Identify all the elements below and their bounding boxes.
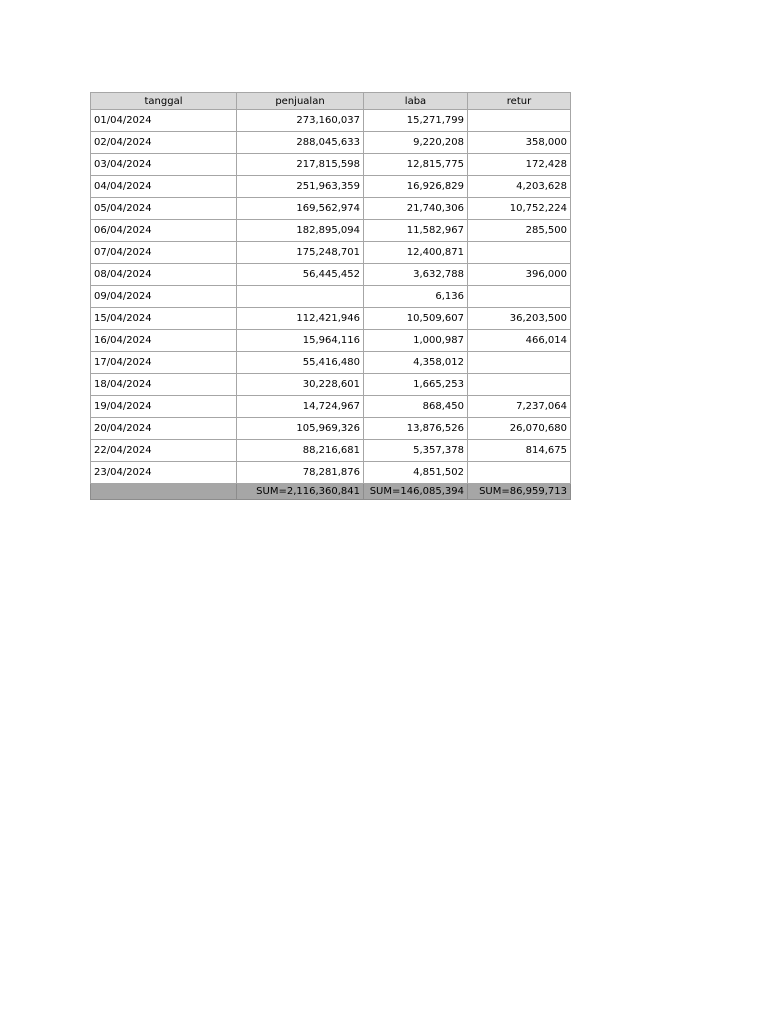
- cell-tanggal[interactable]: 16/04/2024: [91, 330, 237, 352]
- cell-laba[interactable]: 4,358,012: [364, 352, 468, 374]
- cell-laba[interactable]: 21,740,306: [364, 198, 468, 220]
- cell-retur[interactable]: [468, 242, 571, 264]
- cell-laba[interactable]: 9,220,208: [364, 132, 468, 154]
- summary-row: [91, 484, 571, 500]
- cell-retur[interactable]: [468, 286, 571, 308]
- table-row: [91, 220, 571, 242]
- cell-retur[interactable]: 358,000: [468, 132, 571, 154]
- summary-cell-tanggal[interactable]: [91, 484, 237, 500]
- cell-penjualan[interactable]: 112,421,946: [237, 308, 364, 330]
- cell-laba[interactable]: 12,400,871: [364, 242, 468, 264]
- cell-tanggal[interactable]: 22/04/2024: [91, 440, 237, 462]
- cell-penjualan[interactable]: 56,445,452: [237, 264, 364, 286]
- table-header: [91, 93, 571, 110]
- cell-tanggal[interactable]: 07/04/2024: [91, 242, 237, 264]
- table-row: [91, 374, 571, 396]
- cell-laba[interactable]: 13,876,526: [364, 418, 468, 440]
- header-row: [91, 93, 571, 110]
- cell-retur[interactable]: [468, 352, 571, 374]
- cell-penjualan[interactable]: [237, 286, 364, 308]
- cell-retur[interactable]: 7,237,064: [468, 396, 571, 418]
- cell-penjualan[interactable]: 14,724,967: [237, 396, 364, 418]
- summary-cell-penjualan[interactable]: SUM=2,116,360,841: [237, 484, 364, 500]
- table-row: [91, 176, 571, 198]
- table-row: [91, 308, 571, 330]
- table-row: [91, 352, 571, 374]
- cell-tanggal[interactable]: 18/04/2024: [91, 374, 237, 396]
- cell-penjualan[interactable]: 273,160,037: [237, 110, 364, 132]
- cell-retur[interactable]: 10,752,224: [468, 198, 571, 220]
- header-retur[interactable]: retur: [468, 93, 571, 110]
- cell-retur[interactable]: [468, 462, 571, 484]
- cell-laba[interactable]: 16,926,829: [364, 176, 468, 198]
- cell-laba[interactable]: 3,632,788: [364, 264, 468, 286]
- cell-penjualan[interactable]: 217,815,598: [237, 154, 364, 176]
- cell-penjualan[interactable]: 78,281,876: [237, 462, 364, 484]
- cell-retur[interactable]: 26,070,680: [468, 418, 571, 440]
- cell-tanggal[interactable]: 06/04/2024: [91, 220, 237, 242]
- table-row: [91, 396, 571, 418]
- cell-tanggal[interactable]: 17/04/2024: [91, 352, 237, 374]
- table-footer: [91, 484, 571, 500]
- cell-retur[interactable]: [468, 110, 571, 132]
- cell-retur[interactable]: 466,014: [468, 330, 571, 352]
- cell-laba[interactable]: 12,815,775: [364, 154, 468, 176]
- cell-penjualan[interactable]: 169,562,974: [237, 198, 364, 220]
- cell-laba[interactable]: 868,450: [364, 396, 468, 418]
- cell-retur[interactable]: 172,428: [468, 154, 571, 176]
- table-row: [91, 462, 571, 484]
- cell-laba[interactable]: 1,665,253: [364, 374, 468, 396]
- cell-laba[interactable]: 4,851,502: [364, 462, 468, 484]
- cell-penjualan[interactable]: 105,969,326: [237, 418, 364, 440]
- table-row: [91, 440, 571, 462]
- table-row: [91, 286, 571, 308]
- header-tanggal[interactable]: tanggal: [91, 93, 237, 110]
- cell-laba[interactable]: 10,509,607: [364, 308, 468, 330]
- cell-retur[interactable]: [468, 374, 571, 396]
- cell-tanggal[interactable]: 15/04/2024: [91, 308, 237, 330]
- header-penjualan[interactable]: penjualan: [237, 93, 364, 110]
- cell-tanggal[interactable]: 04/04/2024: [91, 176, 237, 198]
- table-row: [91, 264, 571, 286]
- table-row: [91, 110, 571, 132]
- cell-tanggal[interactable]: 19/04/2024: [91, 396, 237, 418]
- cell-penjualan[interactable]: 288,045,633: [237, 132, 364, 154]
- cell-laba[interactable]: 1,000,987: [364, 330, 468, 352]
- cell-penjualan[interactable]: 88,216,681: [237, 440, 364, 462]
- cell-tanggal[interactable]: 08/04/2024: [91, 264, 237, 286]
- cell-penjualan[interactable]: 182,895,094: [237, 220, 364, 242]
- cell-penjualan[interactable]: 30,228,601: [237, 374, 364, 396]
- cell-penjualan[interactable]: 175,248,701: [237, 242, 364, 264]
- cell-retur[interactable]: 396,000: [468, 264, 571, 286]
- cell-penjualan[interactable]: 15,964,116: [237, 330, 364, 352]
- table-row: [91, 242, 571, 264]
- cell-laba[interactable]: 5,357,378: [364, 440, 468, 462]
- table-row: [91, 154, 571, 176]
- cell-tanggal[interactable]: 23/04/2024: [91, 462, 237, 484]
- table-body: [91, 110, 571, 484]
- cell-tanggal[interactable]: 09/04/2024: [91, 286, 237, 308]
- table-row: [91, 330, 571, 352]
- cell-tanggal[interactable]: 03/04/2024: [91, 154, 237, 176]
- table-row: [91, 418, 571, 440]
- cell-tanggal[interactable]: 05/04/2024: [91, 198, 237, 220]
- cell-retur[interactable]: 36,203,500: [468, 308, 571, 330]
- table-row: [91, 132, 571, 154]
- summary-cell-retur[interactable]: SUM=86,959,713: [468, 484, 571, 500]
- header-laba[interactable]: laba: [364, 93, 468, 110]
- cell-laba[interactable]: 6,136: [364, 286, 468, 308]
- cell-penjualan[interactable]: 251,963,359: [237, 176, 364, 198]
- cell-retur[interactable]: 4,203,628: [468, 176, 571, 198]
- cell-retur[interactable]: 814,675: [468, 440, 571, 462]
- cell-tanggal[interactable]: 20/04/2024: [91, 418, 237, 440]
- cell-retur[interactable]: 285,500: [468, 220, 571, 242]
- sales-table: [90, 92, 571, 500]
- summary-cell-laba[interactable]: SUM=146,085,394: [364, 484, 468, 500]
- cell-tanggal[interactable]: 01/04/2024: [91, 110, 237, 132]
- cell-laba[interactable]: 11,582,967: [364, 220, 468, 242]
- table-row: [91, 198, 571, 220]
- cell-laba[interactable]: 15,271,799: [364, 110, 468, 132]
- cell-tanggal[interactable]: 02/04/2024: [91, 132, 237, 154]
- cell-penjualan[interactable]: 55,416,480: [237, 352, 364, 374]
